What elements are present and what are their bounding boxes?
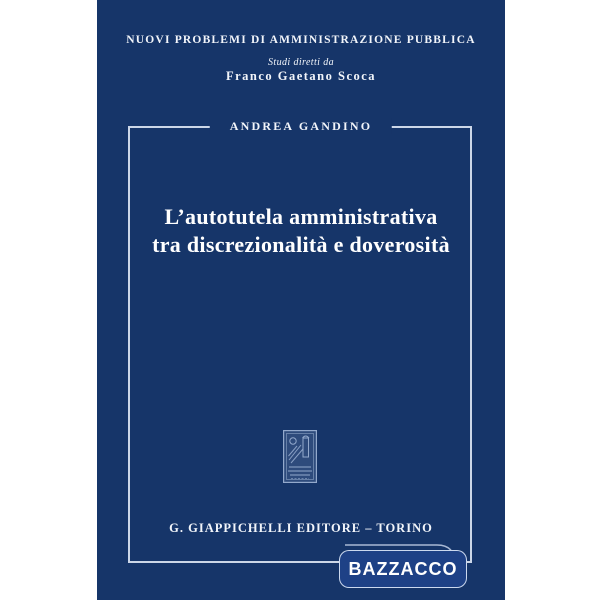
author-name: ANDREA GANDINO [210,118,392,134]
series-title: NUOVI PROBLEMI DI AMMINISTRAZIONE PUBBLICA [126,34,476,46]
publisher-imprint: G. GIAPPICHELLI EDITORE – TORINO [169,521,433,535]
inner-frame-border [128,126,472,563]
book-title [97,203,505,259]
series-director: Franco Gaetano Scoca [225,69,377,83]
bazzacco-store-badge [339,550,467,588]
giappichelli-emblem-icon [283,430,317,483]
series-subtitle: Studi diretti da [267,57,335,68]
book-title-line1: L’autotutela amministrativa [164,204,438,229]
bazzacco-store-badge-label: BAZZACCO [348,558,458,579]
book-cover [97,0,505,600]
book-title-line2: tra discrezionalità e doverosità [152,232,450,257]
